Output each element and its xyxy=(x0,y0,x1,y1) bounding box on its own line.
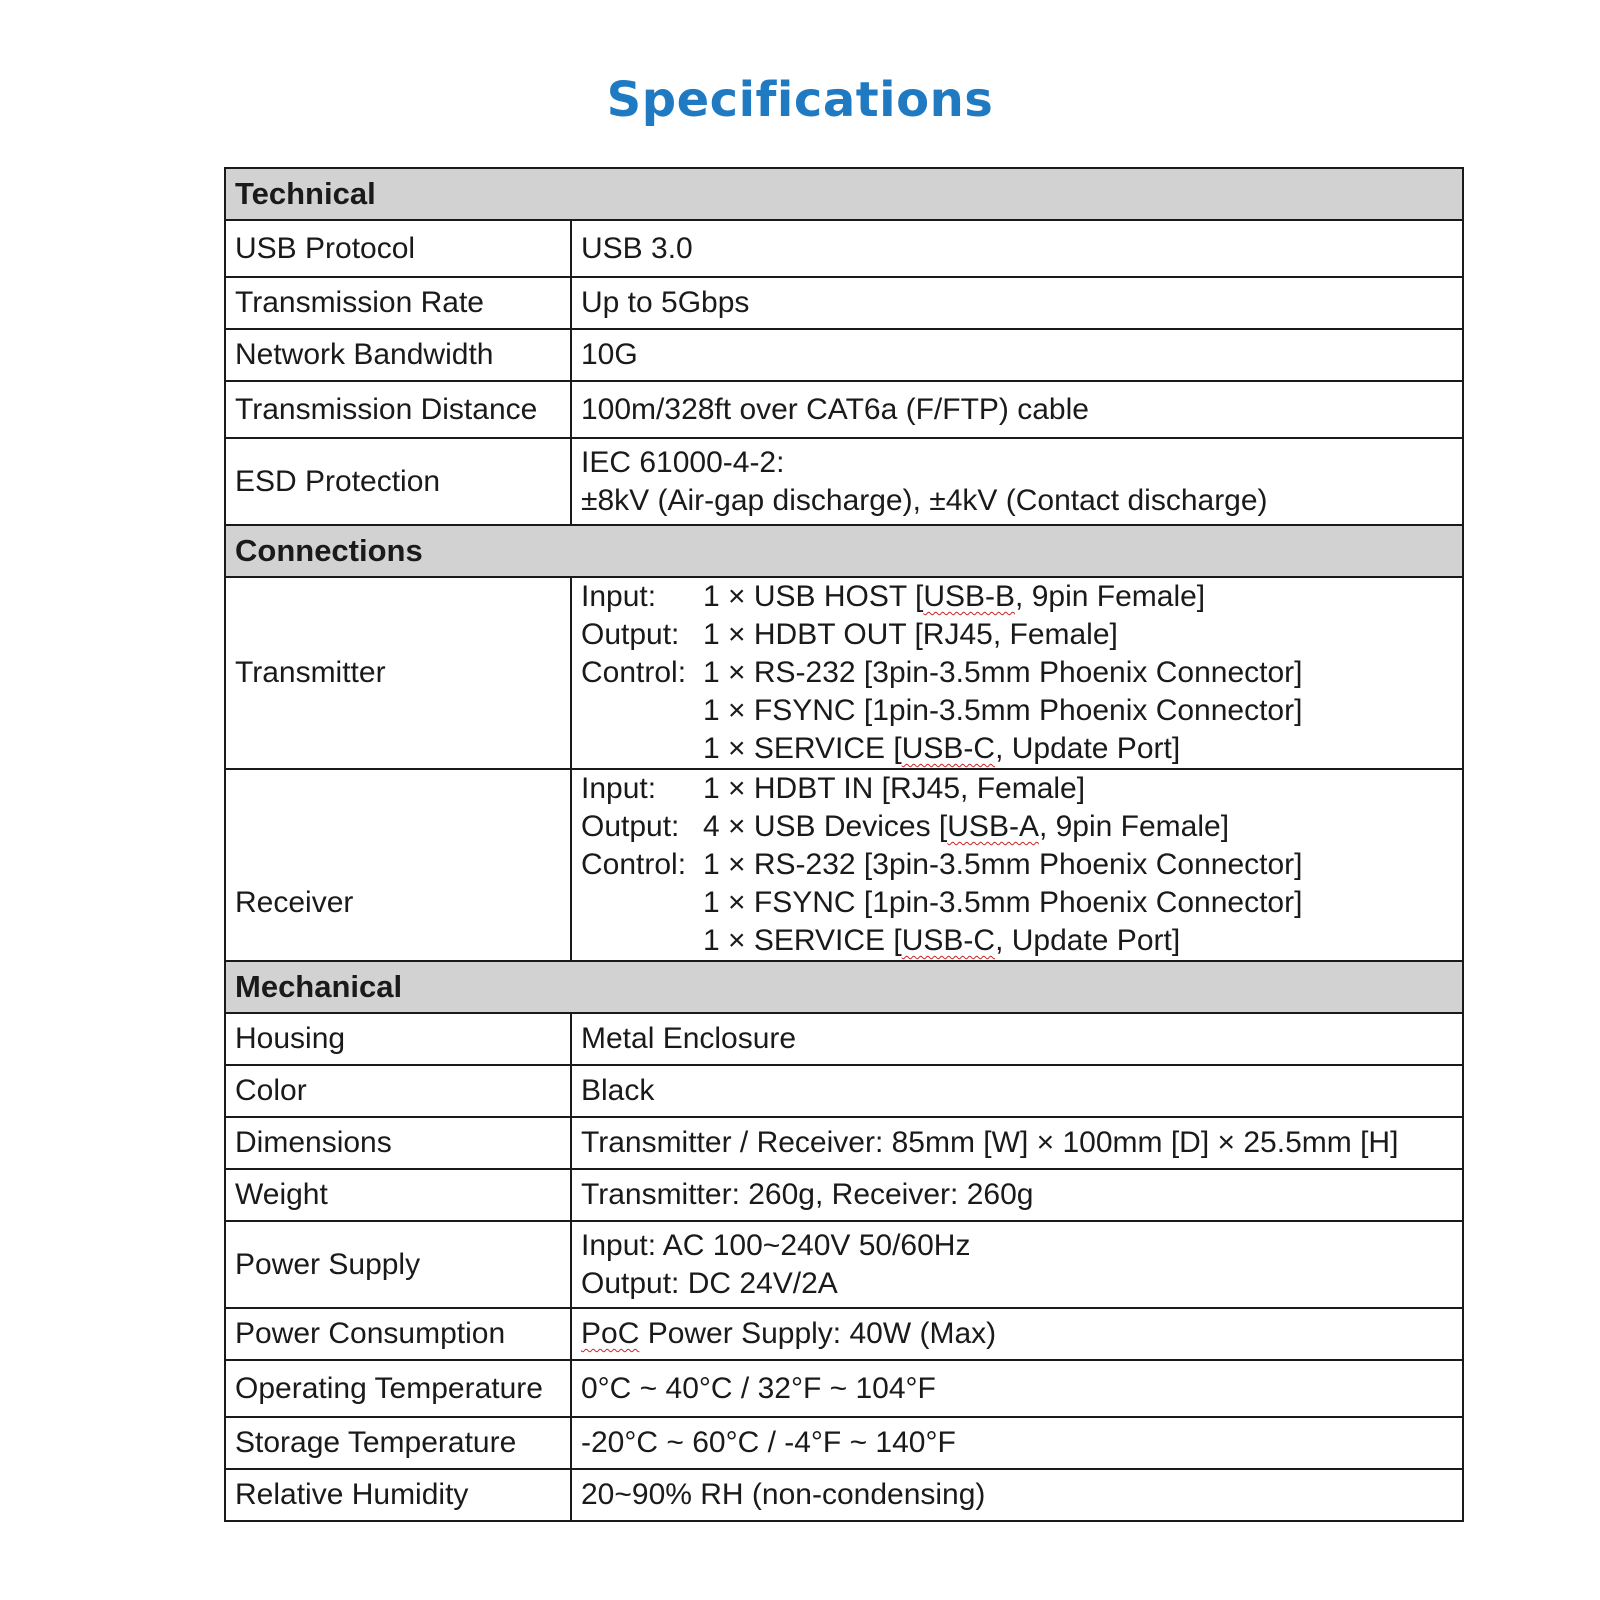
table-row xyxy=(225,1169,1463,1221)
connection-line xyxy=(581,578,1453,616)
connection-detail: 1 × RS-232 [3pin-3.5mm Phoenix Connector] xyxy=(703,656,1303,689)
table-row xyxy=(225,1065,1463,1117)
connection-detail xyxy=(703,922,1180,960)
spec-label: Receiver xyxy=(225,769,571,961)
table-row xyxy=(225,329,1463,381)
connection-detail: 1 × HDBT IN [RJ45, Female] xyxy=(703,772,1086,805)
section-heading: Connections xyxy=(225,525,1463,577)
text-segment: USB-B xyxy=(923,580,1016,613)
spec-label: Power Supply xyxy=(225,1221,571,1308)
value-line: Output: DC 24V/2A xyxy=(581,1266,838,1300)
text-segment: 1 × USB HOST [ xyxy=(703,580,924,613)
spec-label: Weight xyxy=(225,1169,571,1221)
specifications-table xyxy=(224,167,1464,1522)
spec-value: USB 3.0 xyxy=(571,220,1463,277)
spec-value: 100m/328ft over CAT6a (F/FTP) cable xyxy=(571,381,1463,438)
spec-value: Transmitter / Receiver: 85mm [W] × 100mm [D] × 25.5mm [H] xyxy=(571,1117,1463,1169)
spec-label: Housing xyxy=(225,1013,571,1065)
connection-line xyxy=(581,846,1453,884)
table-row xyxy=(225,1117,1463,1169)
connection-type: Output: xyxy=(581,810,680,843)
table-row xyxy=(225,277,1463,329)
connection-line xyxy=(581,692,1453,730)
spec-label: Power Consumption xyxy=(225,1308,571,1360)
connection-type-spacer xyxy=(581,730,703,768)
spec-value xyxy=(571,1308,1463,1360)
connection-detail: 1 × RS-232 [3pin-3.5mm Phoenix Connector] xyxy=(703,848,1303,881)
spec-value xyxy=(571,438,1463,525)
spec-value: 10G xyxy=(571,329,1463,381)
table-row xyxy=(225,438,1463,525)
spec-label: Dimensions xyxy=(225,1117,571,1169)
spec-value: Black xyxy=(571,1065,1463,1117)
table-row xyxy=(225,577,1463,769)
spec-value: Metal Enclosure xyxy=(571,1013,1463,1065)
connection-detail: 1 × FSYNC [1pin-3.5mm Phoenix Connector] xyxy=(703,694,1303,727)
connection-line xyxy=(581,884,1453,922)
spec-value xyxy=(571,769,1463,961)
connection-type-spacer xyxy=(581,922,703,960)
connection-line xyxy=(581,808,1453,846)
connection-detail xyxy=(703,578,1205,616)
connection-type: Input: xyxy=(581,772,657,805)
connection-type-spacer xyxy=(581,884,703,922)
connection-detail xyxy=(703,808,1229,846)
table-row xyxy=(225,1469,1463,1521)
spec-label: Transmission Rate xyxy=(225,277,571,329)
text-segment: , Update Port] xyxy=(995,732,1181,765)
connection-line xyxy=(581,616,1453,654)
spec-value xyxy=(571,577,1463,769)
connection-line xyxy=(581,730,1453,768)
table-row xyxy=(225,1417,1463,1469)
table-row xyxy=(225,1221,1463,1308)
spec-label: USB Protocol xyxy=(225,220,571,277)
text-segment: , 9pin Female] xyxy=(1015,580,1206,613)
connection-line xyxy=(581,770,1453,808)
page-title: Specifications xyxy=(606,72,994,128)
table-row xyxy=(225,769,1463,961)
table-row xyxy=(225,220,1463,277)
spec-value: Transmitter: 260g, Receiver: 260g xyxy=(571,1169,1463,1221)
spec-value: -20°C ~ 60°C / -4°F ~ 140°F xyxy=(571,1417,1463,1469)
spec-label: Operating Temperature xyxy=(225,1360,571,1417)
table-row xyxy=(225,1308,1463,1360)
connection-type-spacer xyxy=(581,692,703,730)
connection-detail: 1 × HDBT OUT [RJ45, Female] xyxy=(703,618,1118,651)
spec-value: Up to 5Gbps xyxy=(571,277,1463,329)
table-row xyxy=(225,1013,1463,1065)
text-segment: , 9pin Female] xyxy=(1038,810,1230,843)
connection-type: Control: xyxy=(581,848,687,881)
value-line: IEC 61000-4-2: xyxy=(581,445,785,479)
connection-detail: 1 × FSYNC [1pin-3.5mm Phoenix Connector] xyxy=(703,886,1303,919)
text-segment: PoC xyxy=(581,1317,640,1350)
section-header-mechanical xyxy=(225,961,1463,1013)
table-row xyxy=(225,1360,1463,1417)
connection-type: Input: xyxy=(581,580,657,613)
spec-label: ESD Protection xyxy=(225,438,571,525)
table-row xyxy=(225,381,1463,438)
spec-label: Transmission Distance xyxy=(225,381,571,438)
spec-label: Storage Temperature xyxy=(225,1417,571,1469)
section-heading: Technical xyxy=(225,168,1463,220)
spec-label: Relative Humidity xyxy=(225,1469,571,1521)
spec-value: 0°C ~ 40°C / 32°F ~ 104°F xyxy=(571,1360,1463,1417)
spec-value: 20~90% RH (non-condensing) xyxy=(571,1469,1463,1521)
text-segment: , Update Port] xyxy=(995,924,1181,957)
spec-label: Network Bandwidth xyxy=(225,329,571,381)
section-heading: Mechanical xyxy=(225,961,1463,1013)
spec-label: Color xyxy=(225,1065,571,1117)
text-segment: USB-A xyxy=(947,810,1039,843)
section-header-connections xyxy=(225,525,1463,577)
text-segment: 1 × SERVICE [ xyxy=(703,924,902,957)
value-line: ±8kV (Air-gap discharge), ±4kV (Contact discharge) xyxy=(581,483,1268,517)
text-segment: 4 × USB Devices [ xyxy=(703,810,948,843)
text-segment: 1 × SERVICE [ xyxy=(703,732,902,765)
text-segment: USB-C xyxy=(901,924,996,957)
connection-type: Control: xyxy=(581,656,687,689)
connection-detail xyxy=(703,730,1180,768)
text-segment: USB-C xyxy=(901,732,996,765)
spec-label: Transmitter xyxy=(225,577,571,769)
text-segment: Power Supply: 40W (Max) xyxy=(639,1317,997,1350)
value-line: Input: AC 100~240V 50/60Hz xyxy=(581,1228,971,1262)
spec-value xyxy=(571,1221,1463,1308)
connection-line xyxy=(581,922,1453,960)
section-header-technical xyxy=(225,168,1463,220)
connection-line xyxy=(581,654,1453,692)
connection-type: Output: xyxy=(581,618,680,651)
